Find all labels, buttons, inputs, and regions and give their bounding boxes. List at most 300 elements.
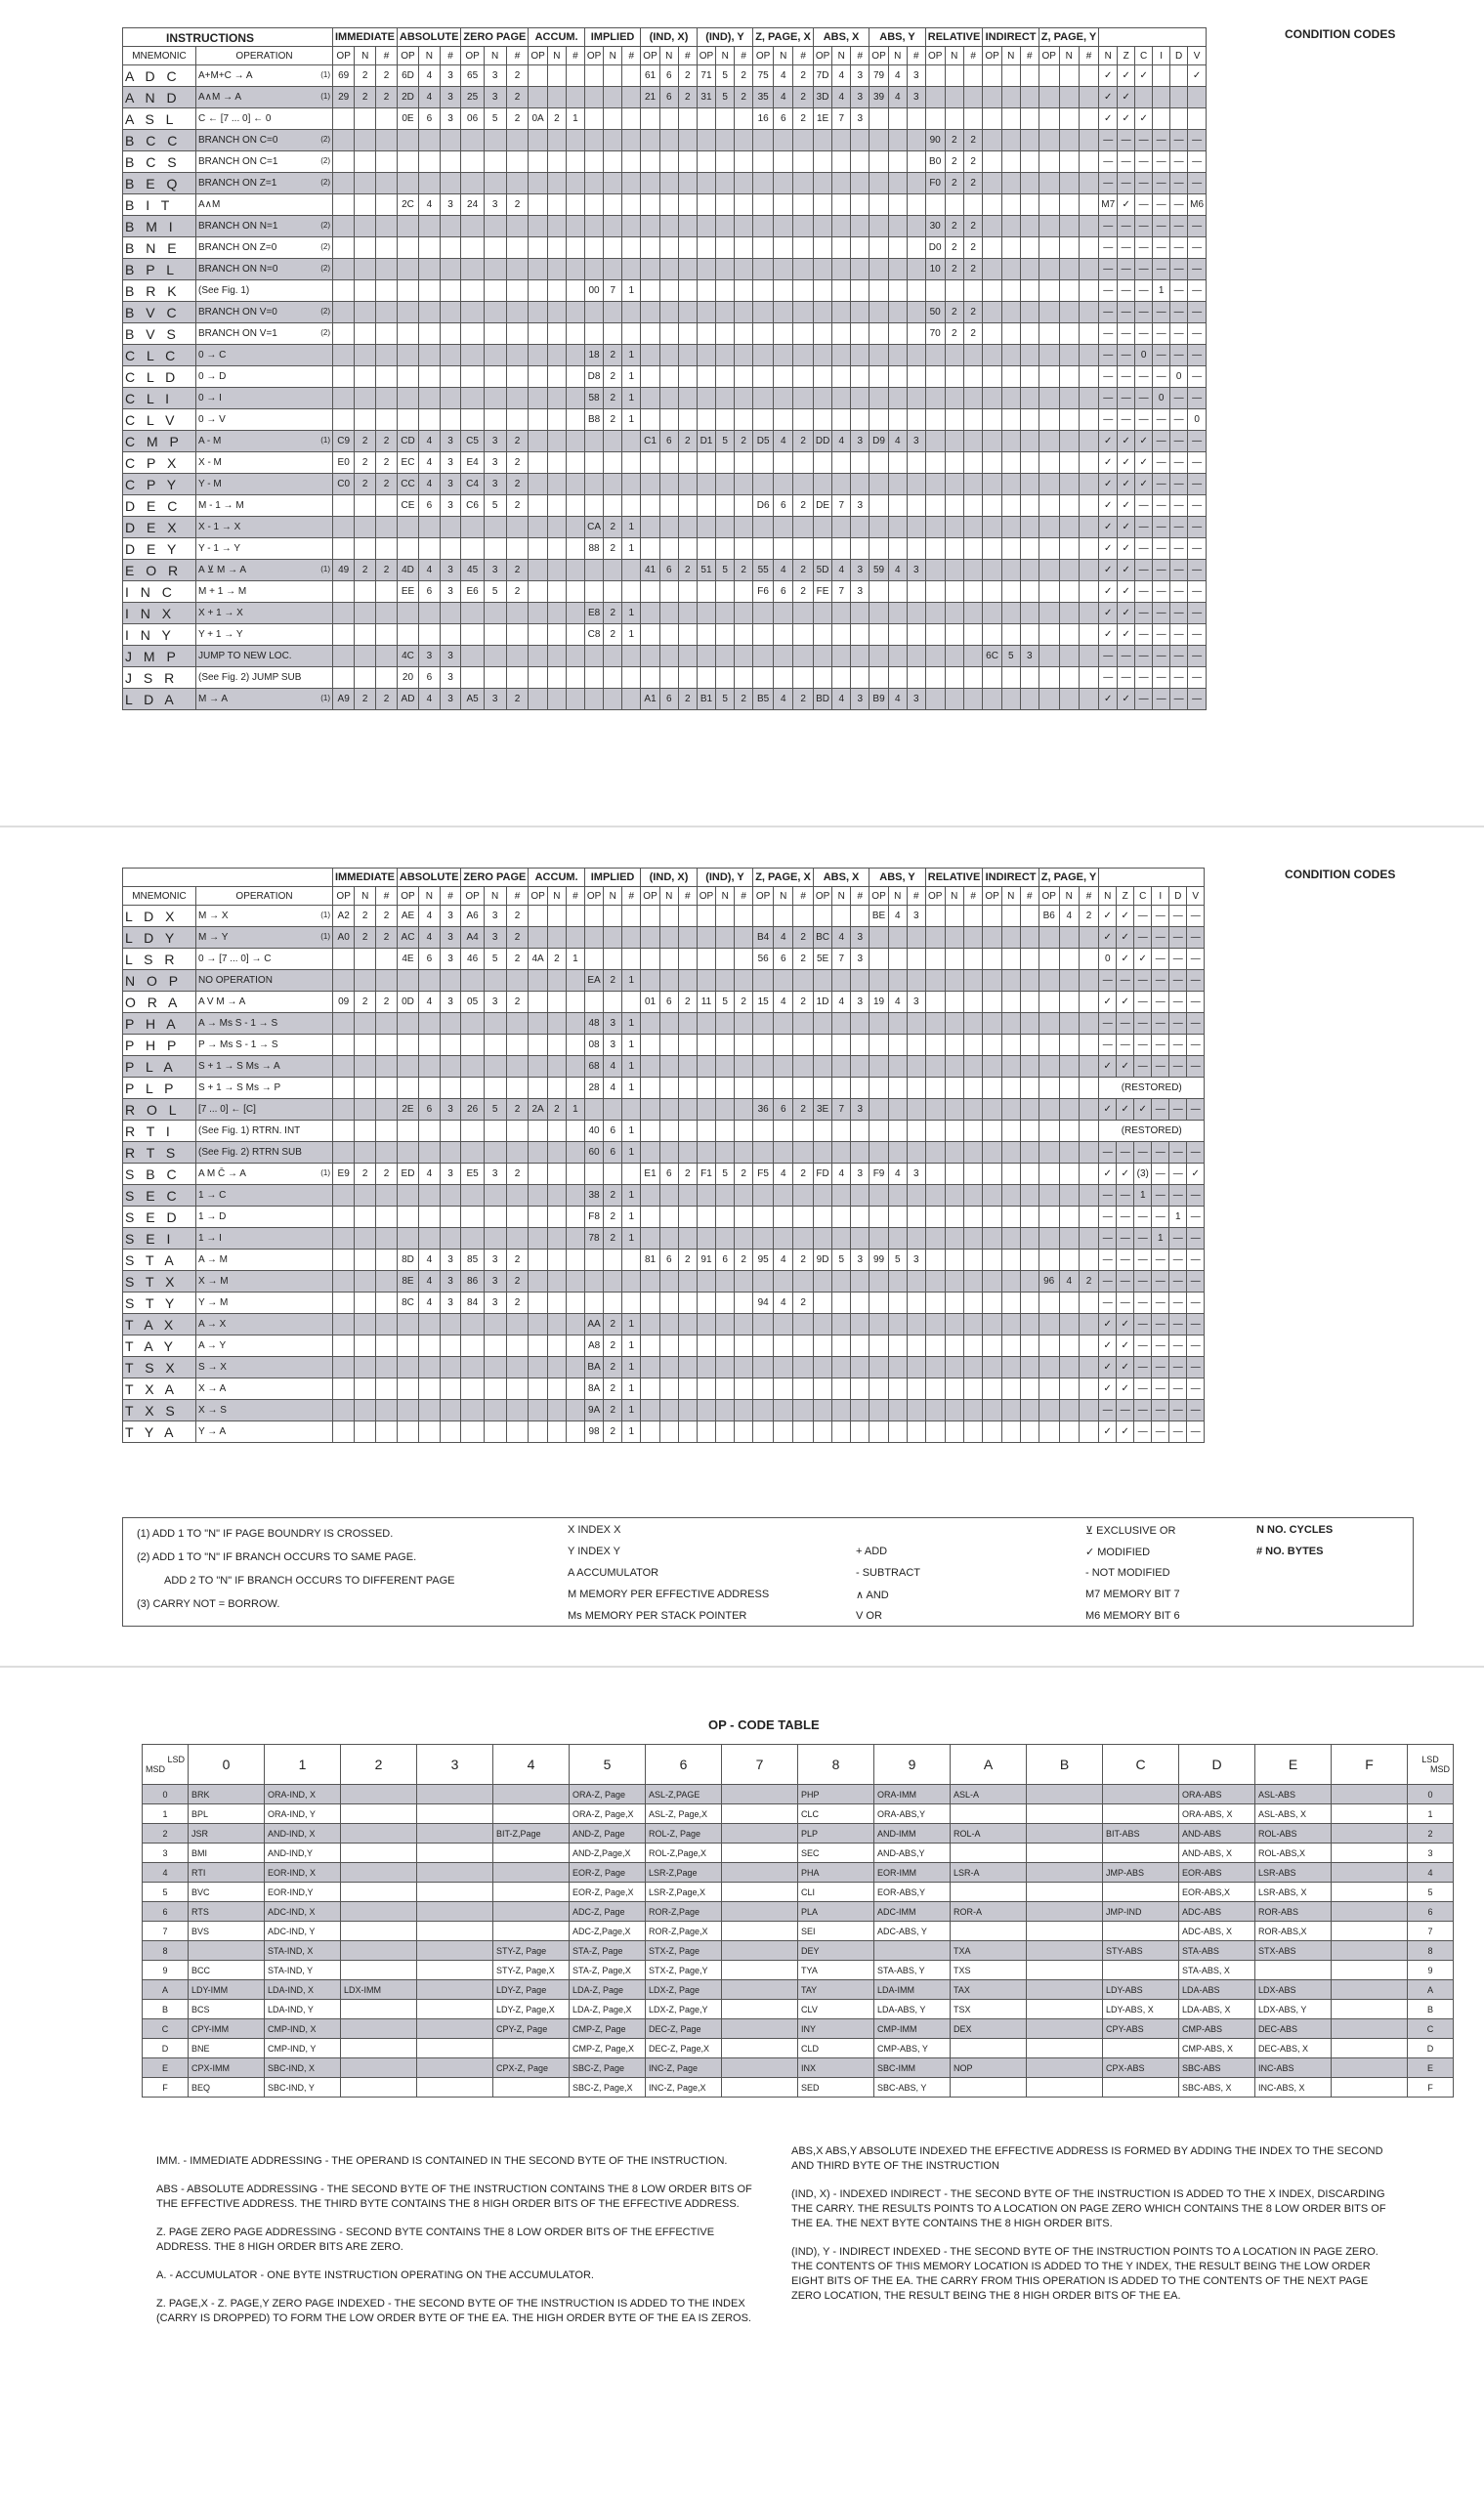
opcode-value-cell bbox=[376, 108, 398, 130]
opcode-value-cell: 2 bbox=[355, 87, 376, 108]
opcode-value-cell bbox=[506, 1357, 529, 1378]
opcode-cell: CPY-Z, Page bbox=[493, 2019, 570, 2039]
opcode-cell: JSR bbox=[189, 1824, 265, 1844]
opcode-value-cell bbox=[333, 538, 355, 560]
opcode-cell bbox=[417, 2078, 493, 2098]
opcode-value-cell bbox=[547, 560, 566, 581]
notes-right bbox=[791, 2144, 1397, 2304]
flag-cell: — bbox=[1187, 1250, 1205, 1271]
opcode-value-cell: 3 bbox=[419, 646, 441, 667]
opcode-value-cell bbox=[678, 1121, 697, 1142]
flag-cell: — bbox=[1152, 927, 1169, 949]
opcode-cell bbox=[1332, 2078, 1408, 2098]
opcode-value-cell bbox=[604, 992, 622, 1013]
instruction-row bbox=[123, 667, 1207, 689]
opcode-value-cell bbox=[529, 280, 547, 302]
opcode-value-cell bbox=[945, 108, 963, 130]
opcode-value-cell bbox=[869, 194, 888, 216]
opcode-value-cell bbox=[659, 452, 678, 474]
opcode-value-cell bbox=[397, 1207, 418, 1228]
opcode-value-cell bbox=[851, 538, 869, 560]
opcode-value-cell: 5 bbox=[716, 992, 735, 1013]
opcode-value-cell bbox=[1059, 65, 1079, 87]
opcode-value-cell bbox=[869, 603, 888, 624]
opcode-value-cell bbox=[851, 906, 869, 927]
opcode-value-cell: 2 bbox=[793, 431, 813, 452]
opcode-value-cell: 3 bbox=[440, 581, 461, 603]
opcode-cell: CMP-Z, Page bbox=[570, 2019, 646, 2039]
opcode-value-cell bbox=[793, 906, 813, 927]
opcode-value-cell bbox=[963, 1293, 982, 1314]
opcode-value-cell: 2 bbox=[506, 474, 529, 495]
opcode-value-cell bbox=[735, 624, 753, 646]
opcode-value-cell bbox=[851, 259, 869, 280]
opcode-value-cell bbox=[641, 323, 659, 345]
opcode-value-cell bbox=[355, 151, 376, 173]
opcode-value-cell: 4A bbox=[529, 949, 547, 970]
opcode-value-cell: 4 bbox=[419, 1271, 441, 1293]
opcode-value-cell: 4 bbox=[419, 1250, 441, 1271]
opcode-value-cell bbox=[832, 1357, 851, 1378]
opcode-value-cell bbox=[1039, 151, 1059, 173]
header-sub: # bbox=[963, 47, 982, 65]
opcode-value-cell bbox=[945, 87, 963, 108]
opcode-value-cell bbox=[440, 345, 461, 366]
flag-cell: — bbox=[1187, 992, 1205, 1013]
opcode-cell bbox=[341, 1824, 417, 1844]
opcode-cell: ROR-Z,Page,X bbox=[646, 1922, 722, 1941]
mnemonic-cell: D E Y bbox=[123, 538, 196, 560]
opcode-value-cell bbox=[697, 949, 715, 970]
opcode-value-cell: 4 bbox=[774, 431, 793, 452]
opcode-value-cell bbox=[983, 1400, 1001, 1421]
opcode-value-cell: 2 bbox=[793, 560, 813, 581]
opcode-value-cell bbox=[566, 388, 584, 409]
opcode-value-cell bbox=[419, 1400, 441, 1421]
flag-cell: — bbox=[1118, 216, 1135, 237]
opcode-value-cell bbox=[584, 173, 603, 194]
opcode-value-cell bbox=[419, 151, 441, 173]
flag-cell: — bbox=[1187, 1056, 1205, 1078]
flag-cell: — bbox=[1135, 302, 1153, 323]
opcode-value-cell bbox=[397, 603, 418, 624]
opcode-value-cell bbox=[547, 237, 566, 259]
opcode-value-cell bbox=[945, 388, 963, 409]
opcode-value-cell bbox=[355, 603, 376, 624]
opcode-cell bbox=[341, 1961, 417, 1980]
flag-cell: — bbox=[1134, 1378, 1152, 1400]
opcode-value-cell bbox=[983, 560, 1001, 581]
opcode-value-cell bbox=[851, 323, 869, 345]
opcode-cell: CMP-IMM bbox=[874, 2019, 951, 2039]
opcode-cell: RTI bbox=[189, 1863, 265, 1883]
flag-cell: — bbox=[1152, 1250, 1169, 1271]
msd-cell: 0 bbox=[143, 1785, 189, 1804]
opcode-value-cell: 3 bbox=[484, 689, 506, 710]
opcode-value-cell bbox=[678, 1056, 697, 1078]
opcode-value-cell bbox=[963, 1335, 982, 1357]
opcode-value-cell bbox=[659, 108, 678, 130]
opcode-value-cell bbox=[774, 302, 793, 323]
opcode-value-cell: 6 bbox=[774, 495, 793, 517]
opcode-value-cell bbox=[869, 259, 888, 280]
opcode-value-cell: 4 bbox=[774, 560, 793, 581]
opcode-cell: ROR-Z,Page bbox=[646, 1902, 722, 1922]
opcode-value-cell bbox=[547, 603, 566, 624]
opcode-value-cell bbox=[678, 1400, 697, 1421]
opcode-value-cell bbox=[397, 538, 418, 560]
opcode-value-cell bbox=[945, 495, 963, 517]
opcode-value-cell bbox=[1079, 431, 1098, 452]
opcode-value-cell: 2 bbox=[355, 906, 376, 927]
mnemonic-cell: A S L bbox=[123, 108, 196, 130]
opcode-value-cell bbox=[1020, 65, 1039, 87]
opcode-value-cell bbox=[1039, 216, 1059, 237]
opcode-value-cell bbox=[869, 1228, 888, 1250]
opcode-value-cell bbox=[1059, 1142, 1079, 1164]
opcode-cell: STA-Z, Page bbox=[570, 1941, 646, 1961]
opcode-value-cell bbox=[697, 237, 715, 259]
opcode-value-cell bbox=[963, 1271, 982, 1293]
operation-cell bbox=[196, 970, 333, 992]
opcode-value-cell bbox=[547, 323, 566, 345]
opcode-value-cell bbox=[461, 366, 484, 388]
opcode-value-cell bbox=[659, 495, 678, 517]
opcode-cell bbox=[951, 1883, 1027, 1902]
opcode-cell bbox=[1027, 2000, 1103, 2019]
opcode-value-cell bbox=[440, 130, 461, 151]
opcode-value-cell bbox=[735, 302, 753, 323]
opcode-value-cell bbox=[355, 366, 376, 388]
operation-cell bbox=[196, 603, 333, 624]
opcode-value-cell bbox=[774, 667, 793, 689]
operation-text: S + 1 → S Ms → A bbox=[198, 1061, 280, 1072]
opcode-value-cell bbox=[1059, 970, 1079, 992]
opcode-value-cell bbox=[355, 1035, 376, 1056]
opcode-value-cell bbox=[963, 1314, 982, 1335]
opcode-value-cell bbox=[419, 1228, 441, 1250]
opcode-cell: CPX-IMM bbox=[189, 2058, 265, 2078]
opcode-value-cell bbox=[945, 538, 963, 560]
opcode-value-cell bbox=[461, 1142, 484, 1164]
flag-cell: — bbox=[1099, 216, 1118, 237]
opcode-value-cell: 2 bbox=[945, 151, 963, 173]
opcode-value-cell bbox=[963, 1207, 982, 1228]
opcode-value-cell bbox=[678, 1271, 697, 1293]
msd-cell: A bbox=[143, 1980, 189, 2000]
opcode-value-cell: 3 bbox=[440, 1271, 461, 1293]
opcode-value-cell bbox=[419, 1035, 441, 1056]
opcode-cell: ORA-IMM bbox=[874, 1785, 951, 1804]
flag-cell: 0 bbox=[1135, 345, 1153, 366]
opcode-value-cell: 2 bbox=[793, 87, 813, 108]
opcode-value-cell bbox=[983, 1035, 1001, 1056]
opcode-value-cell bbox=[397, 130, 418, 151]
opcode-value-cell: 1 bbox=[622, 1056, 641, 1078]
header-mode: ZERO PAGE bbox=[461, 28, 529, 47]
opcode-value-cell bbox=[983, 194, 1001, 216]
opcode-cell bbox=[341, 1883, 417, 1902]
opcode-value-cell bbox=[1001, 1207, 1020, 1228]
opcode-value-cell bbox=[506, 345, 529, 366]
opcode-value-cell bbox=[925, 624, 945, 646]
opcode-cell: STX-Z, Page,Y bbox=[646, 1961, 722, 1980]
opcode-value-cell bbox=[678, 151, 697, 173]
opcode-row bbox=[143, 2019, 1454, 2039]
opcode-value-cell: 4 bbox=[419, 87, 441, 108]
flag-cell: — bbox=[1099, 323, 1118, 345]
opcode-value-cell bbox=[735, 388, 753, 409]
opcode-value-cell bbox=[529, 581, 547, 603]
opcode-value-cell: 3 bbox=[851, 495, 869, 517]
lsd-label: LSD bbox=[167, 1755, 185, 1764]
flag-cell bbox=[1135, 87, 1153, 108]
opcode-value-cell bbox=[355, 667, 376, 689]
opcode-cell: CLI bbox=[798, 1883, 874, 1902]
header-flag: I bbox=[1152, 887, 1169, 906]
opcode-value-cell bbox=[641, 1400, 659, 1421]
opcode-value-cell bbox=[907, 1121, 925, 1142]
opcode-value-cell bbox=[774, 538, 793, 560]
opcode-value-cell bbox=[1039, 624, 1059, 646]
mnemonic-cell: S E D bbox=[123, 1207, 196, 1228]
opcode-value-cell bbox=[566, 323, 584, 345]
opcode-value-cell: F5 bbox=[753, 1164, 774, 1185]
opcode-value-cell bbox=[1039, 388, 1059, 409]
opcode-value-cell: 2 bbox=[1079, 906, 1098, 927]
mnemonic-cell: S T Y bbox=[123, 1293, 196, 1314]
opcode-value-cell bbox=[461, 173, 484, 194]
opcode-value-cell bbox=[584, 667, 603, 689]
opcode-value-cell bbox=[697, 1228, 715, 1250]
flag-cell: — bbox=[1188, 646, 1207, 667]
opcode-value-cell: 2 bbox=[604, 517, 622, 538]
flag-cell: 1 bbox=[1152, 1228, 1169, 1250]
opcode-value-cell bbox=[529, 151, 547, 173]
opcode-value-cell bbox=[753, 130, 774, 151]
opcode-value-cell bbox=[566, 130, 584, 151]
header-flag: Z bbox=[1118, 47, 1135, 65]
opcode-value-cell bbox=[355, 173, 376, 194]
opcode-value-cell bbox=[566, 517, 584, 538]
opcode-value-cell bbox=[1020, 366, 1039, 388]
opcode-col-header: 3 bbox=[417, 1745, 493, 1785]
opcode-value-cell bbox=[1039, 1013, 1059, 1035]
opcode-value-cell bbox=[641, 1185, 659, 1207]
opcode-value-cell bbox=[735, 927, 753, 949]
flag-cell: — bbox=[1099, 646, 1118, 667]
opcode-value-cell bbox=[869, 1378, 888, 1400]
flag-cell: — bbox=[1169, 1228, 1187, 1250]
opcode-value-cell: 78 bbox=[584, 1228, 603, 1250]
opcode-value-cell bbox=[869, 216, 888, 237]
legend-xor: ⊻ EXCLUSIVE OR bbox=[1085, 1525, 1176, 1537]
opcode-value-cell bbox=[697, 1378, 715, 1400]
flag-cell: — bbox=[1099, 280, 1118, 302]
flag-cell: — bbox=[1135, 173, 1153, 194]
opcode-value-cell bbox=[963, 345, 982, 366]
opcode-value-cell bbox=[907, 581, 925, 603]
opcode-value-cell bbox=[851, 1271, 869, 1293]
opcode-value-cell: F6 bbox=[753, 581, 774, 603]
opcode-value-cell bbox=[604, 1099, 622, 1121]
opcode-cell: CLC bbox=[798, 1804, 874, 1824]
opcode-value-cell bbox=[1001, 1378, 1020, 1400]
opcode-value-cell bbox=[604, 65, 622, 87]
opcode-value-cell bbox=[604, 302, 622, 323]
opcode-value-cell bbox=[604, 560, 622, 581]
opcode-value-cell bbox=[793, 1035, 813, 1056]
opcode-value-cell bbox=[440, 624, 461, 646]
operation-cell bbox=[196, 1293, 333, 1314]
opcode-value-cell bbox=[793, 667, 813, 689]
opcode-value-cell: 6 bbox=[419, 1099, 441, 1121]
opcode-value-cell bbox=[753, 366, 774, 388]
opcode-value-cell bbox=[1079, 1378, 1098, 1400]
opcode-value-cell: 2A bbox=[529, 1099, 547, 1121]
opcode-value-cell: 4E bbox=[397, 949, 418, 970]
opcode-value-cell bbox=[907, 646, 925, 667]
opcode-value-cell: 3 bbox=[851, 1164, 869, 1185]
opcode-cell bbox=[1027, 1902, 1103, 1922]
opcode-cell bbox=[951, 2078, 1027, 2098]
opcode-cell bbox=[722, 1863, 798, 1883]
opcode-value-cell bbox=[641, 1357, 659, 1378]
opcode-value-cell: 5 bbox=[1001, 646, 1020, 667]
opcode-cell: DEC-Z, Page,X bbox=[646, 2039, 722, 2058]
opcode-value-cell: 3 bbox=[851, 65, 869, 87]
opcode-value-cell bbox=[461, 603, 484, 624]
opcode-value-cell bbox=[1039, 452, 1059, 474]
opcode-value-cell bbox=[529, 1228, 547, 1250]
opcode-value-cell bbox=[963, 1164, 982, 1185]
header-mode: INDIRECT bbox=[983, 869, 1039, 887]
opcode-value-cell: 2 bbox=[963, 216, 982, 237]
opcode-value-cell bbox=[716, 949, 735, 970]
opcode-value-cell bbox=[1079, 130, 1098, 151]
opcode-value-cell bbox=[566, 1142, 584, 1164]
opcode-value-cell: 2 bbox=[963, 237, 982, 259]
opcode-value-cell bbox=[484, 409, 506, 431]
opcode-value-cell: D0 bbox=[925, 237, 945, 259]
opcode-cell: CPX-Z, Page bbox=[493, 2058, 570, 2078]
opcode-value-cell bbox=[584, 949, 603, 970]
opcode-value-cell: 36 bbox=[753, 1099, 774, 1121]
opcode-value-cell bbox=[697, 1421, 715, 1443]
opcode-value-cell bbox=[1020, 927, 1039, 949]
opcode-value-cell bbox=[1079, 216, 1098, 237]
opcode-value-cell bbox=[869, 1056, 888, 1078]
flag-cell: — bbox=[1118, 366, 1135, 388]
opcode-value-cell bbox=[793, 280, 813, 302]
opcode-cell bbox=[341, 1804, 417, 1824]
opcode-value-cell bbox=[774, 130, 793, 151]
opcode-value-cell bbox=[659, 1293, 678, 1314]
opcode-value-cell bbox=[484, 323, 506, 345]
opcode-value-cell bbox=[945, 194, 963, 216]
opcode-value-cell: 3 bbox=[440, 560, 461, 581]
opcode-value-cell: 6 bbox=[659, 689, 678, 710]
opcode-value-cell bbox=[888, 452, 907, 474]
opcode-value-cell bbox=[461, 323, 484, 345]
opcode-value-cell bbox=[907, 474, 925, 495]
opcode-value-cell bbox=[659, 949, 678, 970]
opcode-value-cell bbox=[333, 581, 355, 603]
opcode-value-cell bbox=[793, 646, 813, 667]
opcode-value-cell bbox=[1020, 970, 1039, 992]
flag-cell: — bbox=[1169, 1164, 1187, 1185]
opcode-value-cell: 3 bbox=[484, 194, 506, 216]
flag-cell: — bbox=[1152, 1185, 1169, 1207]
opcode-value-cell: 3 bbox=[440, 431, 461, 452]
operation-text: (See Fig. 2) RTRN SUB bbox=[198, 1147, 302, 1158]
opcode-value-cell bbox=[1079, 581, 1098, 603]
opcode-value-cell bbox=[566, 65, 584, 87]
opcode-value-cell: 3 bbox=[484, 992, 506, 1013]
opcode-value-cell bbox=[566, 1271, 584, 1293]
opcode-cell: SBC-IND, Y bbox=[265, 2078, 341, 2098]
instruction-row bbox=[123, 1185, 1205, 1207]
opcode-value-cell: 2 bbox=[376, 452, 398, 474]
opcode-value-cell bbox=[735, 581, 753, 603]
opcode-value-cell bbox=[397, 1035, 418, 1056]
opcode-value-cell bbox=[1001, 624, 1020, 646]
opcode-value-cell bbox=[716, 323, 735, 345]
opcode-value-cell bbox=[925, 1271, 945, 1293]
opcode-value-cell bbox=[397, 517, 418, 538]
opcode-value-cell bbox=[697, 323, 715, 345]
opcode-value-cell bbox=[1079, 65, 1098, 87]
opcode-value-cell bbox=[461, 388, 484, 409]
flag-cell: M7 bbox=[1099, 194, 1118, 216]
opcode-value-cell bbox=[333, 194, 355, 216]
opcode-value-cell: 81 bbox=[641, 1250, 659, 1271]
opcode-value-cell bbox=[566, 1400, 584, 1421]
opcode-value-cell: 3 bbox=[440, 949, 461, 970]
opcode-value-cell: 06 bbox=[461, 108, 484, 130]
opcode-value-cell: 3 bbox=[484, 474, 506, 495]
header-flag: N bbox=[1099, 47, 1118, 65]
opcode-value-cell bbox=[1020, 237, 1039, 259]
flag-cell: — bbox=[1099, 1293, 1117, 1314]
flag-cell: — bbox=[1188, 431, 1207, 452]
opcode-value-cell bbox=[355, 1185, 376, 1207]
operation-cell bbox=[196, 280, 333, 302]
operation-text: A ⊻ M → A bbox=[198, 565, 246, 575]
opcode-value-cell bbox=[641, 345, 659, 366]
opcode-value-cell bbox=[376, 1142, 398, 1164]
opcode-value-cell bbox=[376, 1400, 398, 1421]
opcode-value-cell bbox=[793, 538, 813, 560]
opcode-value-cell bbox=[813, 302, 831, 323]
opcode-value-cell bbox=[716, 1099, 735, 1121]
opcode-value-cell bbox=[566, 1164, 584, 1185]
instruction-row bbox=[123, 1056, 1205, 1078]
opcode-cell: INY bbox=[798, 2019, 874, 2039]
instruction-row bbox=[123, 927, 1205, 949]
opcode-value-cell bbox=[1059, 1421, 1079, 1443]
opcode-value-cell bbox=[622, 323, 641, 345]
opcode-cell bbox=[493, 1863, 570, 1883]
opcode-value-cell bbox=[1079, 667, 1098, 689]
opcode-value-cell bbox=[484, 259, 506, 280]
opcode-value-cell bbox=[945, 280, 963, 302]
opcode-value-cell bbox=[869, 1078, 888, 1099]
opcode-value-cell bbox=[566, 1121, 584, 1142]
opcode-value-cell bbox=[584, 1293, 603, 1314]
flag-cell: — bbox=[1152, 1314, 1169, 1335]
opcode-value-cell bbox=[547, 927, 566, 949]
